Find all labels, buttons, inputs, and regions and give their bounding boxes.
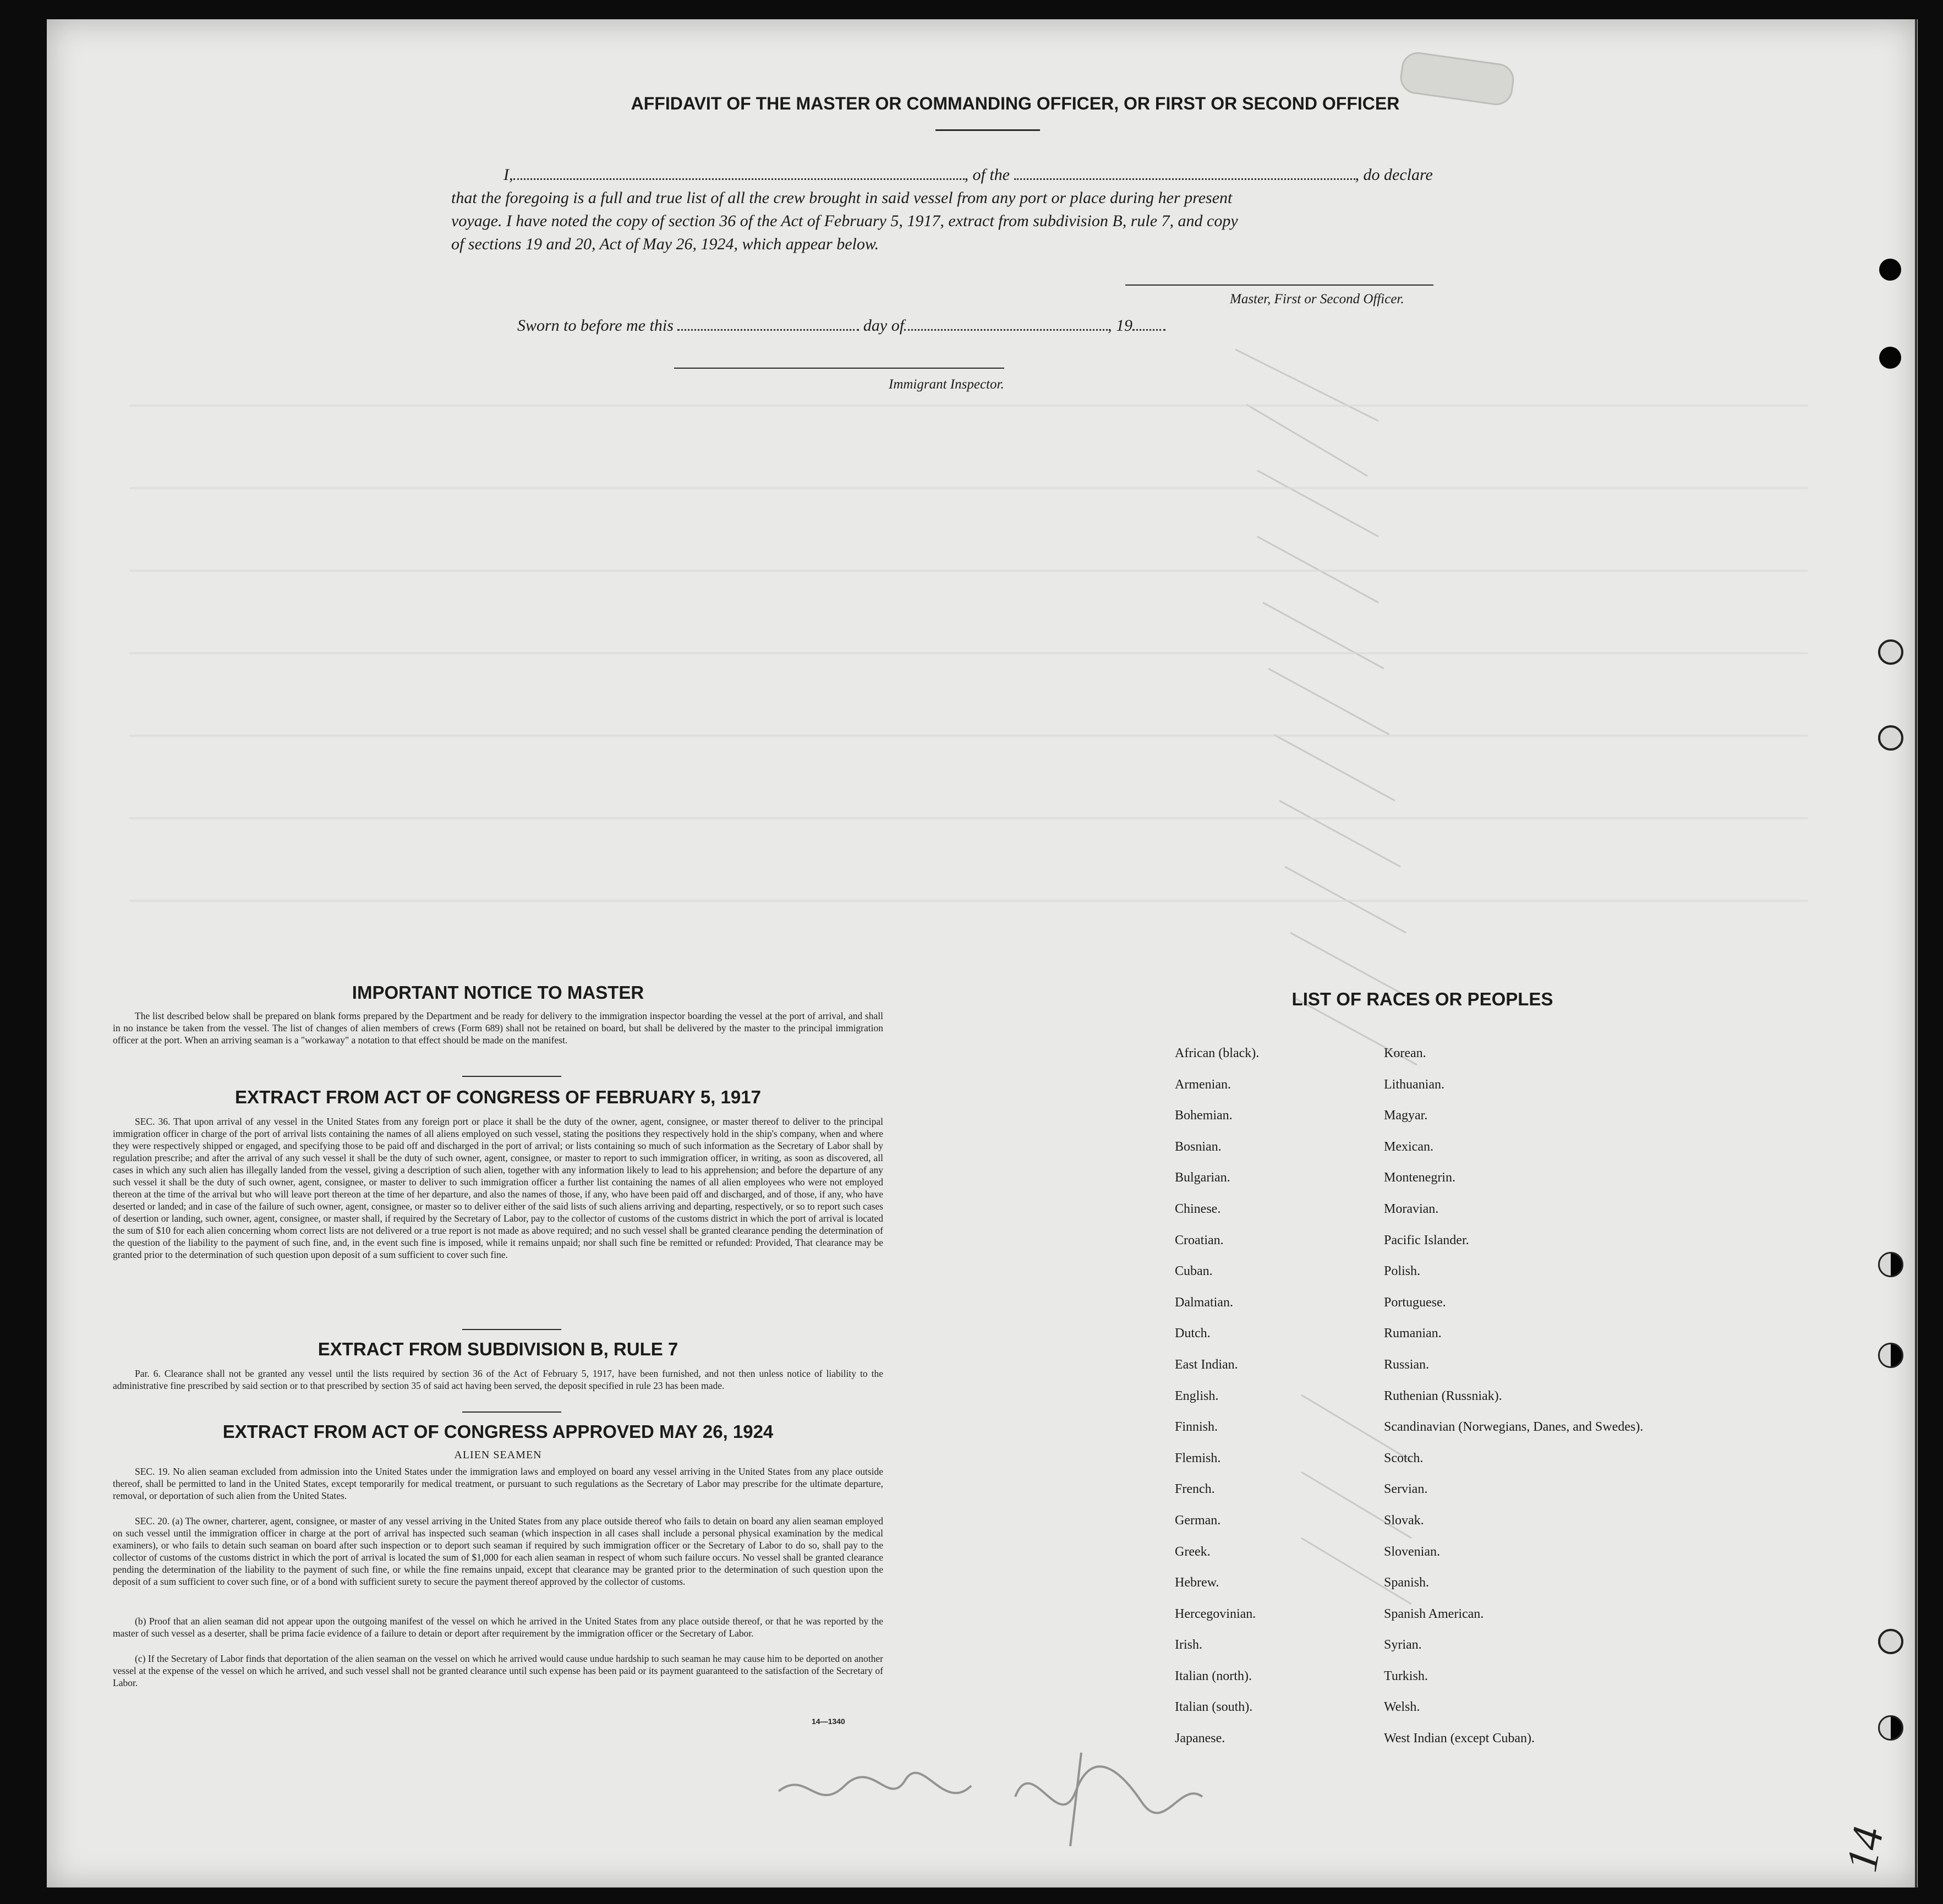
document-page — [47, 19, 1918, 1887]
race-item: Lithuanian. — [1384, 1077, 1444, 1092]
day-of-label: day of — [863, 316, 905, 335]
extract-1924-title: EXTRACT FROM ACT OF CONGRESS APPROVED MAY 26, 1924 — [222, 1421, 774, 1442]
race-item: Bulgarian. — [1175, 1170, 1230, 1185]
race-item: Slovak. — [1384, 1513, 1424, 1528]
race-item: Japanese. — [1175, 1731, 1225, 1746]
race-item: Magyar. — [1384, 1108, 1428, 1123]
punch-hole — [1878, 725, 1903, 751]
races-right-column — [1384, 1046, 1670, 1762]
affidavit-line-1 — [451, 163, 1513, 187]
extract-1917-rule — [462, 1329, 561, 1330]
extract-1924-sec20b: (b) Proof that an alien seaman did not appear upon the outgoing manifest of the vessel on which he arrived in the United States from any place outside thereof, or that he was reported by the master of such vessel as a deserter, shall be prima facie evidence of a failure to detain or deport after requirement by the immigration officer or the Secretary of Labor. — [113, 1616, 883, 1639]
affidavit-do-declare-label: , do declare — [1355, 166, 1433, 184]
sworn-day-field[interactable] — [677, 329, 859, 331]
race-item: Flemish. — [1175, 1451, 1221, 1465]
race-item: Hebrew. — [1175, 1575, 1219, 1590]
race-item: Chinese. — [1175, 1201, 1221, 1216]
race-item: Scotch. — [1384, 1451, 1424, 1465]
inspector-signature-line[interactable] — [674, 368, 1004, 369]
sworn-label: Sworn to before me this — [517, 316, 674, 335]
race-item: Dalmatian. — [1175, 1295, 1233, 1310]
race-item: Bosnian. — [1175, 1139, 1222, 1154]
year-prefix-label: , 19 — [1108, 316, 1133, 335]
race-item: Mexican. — [1384, 1139, 1433, 1154]
race-item: Montenegrin. — [1384, 1170, 1455, 1185]
race-item: Rumanian. — [1384, 1326, 1442, 1341]
extract-rule7-title: EXTRACT FROM SUBDIVISION B, RULE 7 — [318, 1339, 678, 1359]
race-item: Korean. — [1384, 1046, 1426, 1060]
affidavit-line-2: that the foregoing is a full and true list of all the crew brought in said vessel from any port or place during her present — [451, 189, 1233, 207]
races-title: LIST OF RACES OR PEOPLES — [1291, 989, 1553, 1009]
race-item: Greek. — [1175, 1544, 1211, 1559]
race-item: Russian. — [1384, 1357, 1430, 1372]
race-item: Welsh. — [1384, 1700, 1420, 1715]
race-item: German. — [1175, 1513, 1221, 1528]
race-item: Ruthenian (Russniak). — [1384, 1388, 1502, 1403]
race-item: West Indian (except Cuban). — [1384, 1731, 1535, 1746]
race-item: Turkish. — [1384, 1668, 1428, 1683]
race-item: Dutch. — [1175, 1326, 1211, 1341]
extract-1917-title: EXTRACT FROM ACT OF CONGRESS OF FEBRUARY 5, 1917 — [235, 1087, 761, 1107]
race-item: Spanish American. — [1384, 1606, 1484, 1621]
notice-text: The list described below shall be prepared on blank forms prepared by the Department and be ready for delivery to the immigration inspector boarding the vessel at the port of arrival, and shall in no instance be taken from the vessel. The list of changes of alien members of crews (Form 689) shall not be retained on board, but shall be delivered by the master to the principal immigration officer at the port. When an arriving seaman is a "workaway" a notation to that effect should be made on the manifest. — [113, 1010, 883, 1046]
affidavit-line-4: of sections 19 and 20, Act of May 26, 1924, which appear below. — [451, 235, 879, 253]
officer-name-field[interactable] — [513, 178, 965, 180]
race-item: Slovenian. — [1384, 1544, 1440, 1559]
affidavit-title: AFFIDAVIT OF THE MASTER OR COMMANDING OFFICER, OR FIRST OR SECOND OFFICER — [631, 94, 1400, 113]
extract-rule7-text: Par. 6. Clearance shall not be granted any vessel until the lists required by section 36 of the Act of February 5, 1917, have been furnished, and not then unless notice of liability to the administrative fine prescribed by said section or to that prescribed by section 35 of said act having been served, the deposit specified in rule 23 has been made. — [113, 1368, 883, 1391]
right-margin-line — [1915, 19, 1917, 1887]
affidavit-i-label: I, — [503, 166, 513, 184]
extract-rule7-rule — [462, 1411, 561, 1413]
race-item: Moravian. — [1384, 1201, 1439, 1216]
race-item: Finnish. — [1175, 1420, 1218, 1435]
race-item: Spanish. — [1384, 1575, 1430, 1590]
race-item: Italian (north). — [1175, 1668, 1252, 1683]
punch-hole — [1878, 639, 1903, 665]
form-number: 14—1340 — [812, 1717, 845, 1726]
punch-hole — [1878, 1252, 1903, 1277]
punch-hole — [1878, 1343, 1903, 1368]
notice-rule — [462, 1076, 561, 1077]
affidavit-of-the-label: , of the — [964, 166, 1010, 184]
race-item: Armenian. — [1175, 1077, 1231, 1092]
sworn-month-field[interactable] — [904, 329, 1108, 331]
race-item: Servian. — [1384, 1482, 1428, 1497]
affidavit-line-3: voyage. I have noted the copy of section 36 of the Act of February 5, 1917, extract from subdivision B, rule 7, and copy — [451, 212, 1238, 230]
race-item: Cuban. — [1175, 1264, 1213, 1279]
extract-1924-subtitle: ALIEN SEAMEN — [454, 1449, 542, 1461]
sworn-line — [517, 316, 1165, 335]
race-item: English. — [1175, 1388, 1219, 1403]
page-number: 14 — [1837, 1823, 1893, 1875]
race-item: French. — [1175, 1482, 1215, 1497]
extract-1917-text: SEC. 36. That upon arrival of any vessel in the United States from any foreign port or place it shall be the duty of the owner, agent, consignee, or master thereof to deliver to the principal immigration officer in charge of the port of arrival lists containing the names of all aliens employed on such vessel, stating the positions they respectively hold in the ship's company, when and where they were respectively shipped or engaged, and specifying those to be paid off and discharged in the port of arrival; or lists containing so much of such information as the Secretary of Labor shall by regulation prescribe; and after the arrival of any such vessel it shall be the duty of such owner, agent, consignee, or master to report to such immigration officer, in writing, as soon as discovered, all cases in which any such alien has illegally landed from the vessel, giving a description of such alien, together with any information likely to lead to his apprehension; and before the departure of any such vessel it shall be the duty of such owner, agent, consignee, or master to deliver to such immigration officer a further list containing the names of all alien employees who were not employed thereon at the time of the arrival but who will leave port thereon at the time of her departure, and also the names of those, if any, who have been paid off and discharged, and of those, if any, who have deserted or landed; and in case of the failure of such owner, agent, consignee, or master so to deliver either of the said lists of such aliens arriving and departing, respectively, or so to report such cases of desertion or landing, such owner, agent, consignee, or master shall, if required by the Secretary of Labor, pay to the collector of customs of the customs district in which the port of arrival is located the sum of $10 for each alien concerning whom correct lists are not delivered or a true report is not made as above required; and no such vessel shall be granted clearance pending the determination of the question of the liability to the payment of such fine, and, in the event such fine is imposed, while it remains unpaid; nor shall such fine be remitted or refunded: Provided, That clearance may be granted prior to the determination of such question upon deposit of a sum sufficient to cover such fine. — [113, 1116, 883, 1260]
race-item: East Indian. — [1175, 1357, 1238, 1372]
notice-title: IMPORTANT NOTICE TO MASTER — [352, 982, 644, 1003]
race-item: Hercegovinian. — [1175, 1606, 1256, 1621]
race-item: Portuguese. — [1384, 1295, 1446, 1310]
race-item: Syrian. — [1384, 1638, 1422, 1653]
affidavit-declaration — [451, 163, 1513, 256]
race-item: African (black). — [1175, 1046, 1260, 1060]
affidavit-title-rule — [935, 129, 1040, 131]
extract-1924-sec20a: SEC. 20. (a) The owner, charterer, agent, consignee, or master of any vessel arriving in the United States from any place outside thereof who fails to detain on board any alien seaman employed on such vessel until the immigration officer in charge at the port of arrival has inspected such seaman (which inspection in all cases shall include a personal physical examination by the medical examiners), or who fails to detain such seaman on board after such inspection or to deport such seaman if required by such immigration officer or the Secretary of Labor to do so, shall pay to the collector of customs of the customs district in which the port of arrival is located the sum of $1,000 for each alien seaman in respect of whom such failure occurs. No vessel shall be granted clearance pending the determination of the liability to the payment of such fine, or while the fine remains unpaid, except that clearance may be granted prior to the determination of such question upon the deposit of a sum sufficient to cover such fine, or of a bond with sufficient surety to secure the payment thereof approved by the collector of customs. — [113, 1515, 883, 1587]
vessel-name-field[interactable] — [1014, 178, 1355, 180]
master-signature-label: Master, First or Second Officer. — [1230, 292, 1404, 307]
punch-hole — [1879, 347, 1901, 369]
punch-hole — [1879, 259, 1901, 281]
inspector-signature-label: Immigrant Inspector. — [889, 377, 1004, 392]
race-item: Croatian. — [1175, 1233, 1224, 1248]
master-signature-line[interactable] — [1125, 284, 1433, 286]
sworn-year-field[interactable] — [1132, 329, 1165, 331]
race-item: Italian (south). — [1175, 1700, 1253, 1715]
race-item: Polish. — [1384, 1264, 1421, 1279]
extract-1924-sec20c: (c) If the Secretary of Labor finds that deportation of the alien seaman on the vessel on which he arrived would cause undue hardship to such seaman he may cause him to be deported on another vessel at the expense of the vessel on which he arrived, and such vessel shall not be granted clearance until such expense has been paid or its payment guaranteed to the satisfaction of the Secretary of Labor. — [113, 1653, 883, 1688]
race-item: Irish. — [1175, 1638, 1202, 1653]
race-item: Bohemian. — [1175, 1108, 1233, 1123]
race-item: Scandinavian (Norwegians, Danes, and Swedes). — [1384, 1420, 1644, 1435]
punch-hole — [1878, 1629, 1903, 1654]
races-left-column — [1175, 1046, 1384, 1762]
extract-1924-sec19: SEC. 19. No alien seaman excluded from admission into the United States under the immigration laws and employed on board any vessel arriving in the United States from any place outside thereof, shall be permitted to land in the United States, except temporarily for medical treatment, or pursuant to such regulations as the Secretary of Labor may prescribe for the ultimate departure, removal, or deportation of such alien from the United States. — [113, 1466, 883, 1501]
race-item: Pacific Islander. — [1384, 1233, 1469, 1248]
punch-hole — [1878, 1715, 1903, 1741]
